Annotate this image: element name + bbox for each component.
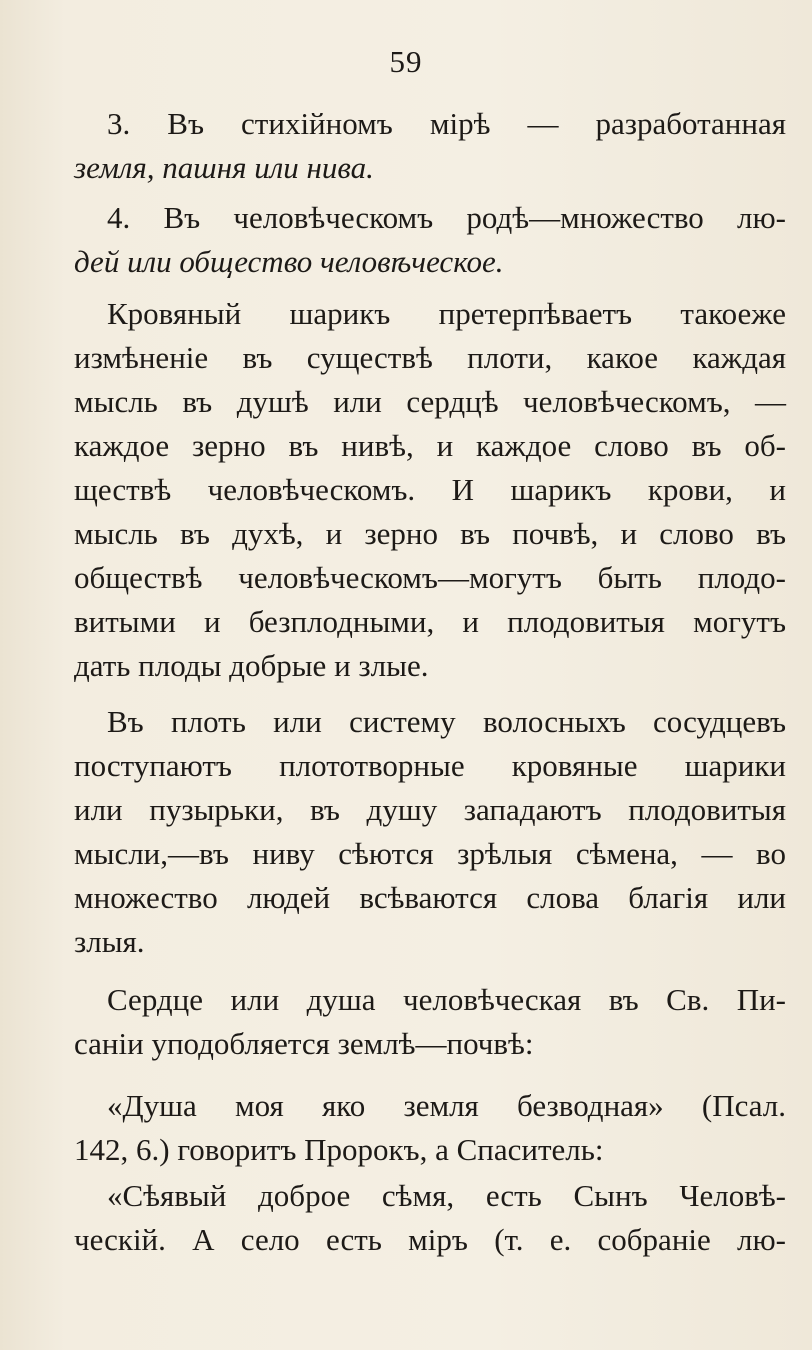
text-line: дать плоды добрые и злые. (74, 648, 429, 683)
text-line: мысли,—въ ниву сѣются зрѣлыя сѣмена, — во (74, 836, 786, 871)
text-line: 142, 6.) говоритъ Пророкъ, а Спаситель: (74, 1132, 604, 1167)
text-line: мысль въ душѣ или сердцѣ человѣческомъ, — (74, 384, 786, 419)
text-line: Кровяный шарикъ претерпѣваетъ такоеже (107, 296, 786, 331)
text-line: «Душа моя яко земля безводная» (Псал. (107, 1088, 786, 1123)
text-line: поступаютъ плототворные кровяные шарики (74, 748, 786, 783)
text-line: злыя. (74, 924, 145, 959)
text-line: саніи уподобляется землѣ—почвѣ: (74, 1026, 534, 1061)
text-line: 4. Въ человѣческомъ родѣ—множество лю- (107, 200, 786, 235)
text-line: или пузырьки, въ душу западаютъ плодовитыя (74, 792, 786, 827)
text-line: ческій. А село есть міръ (т. е. собраніе лю- (74, 1222, 786, 1257)
text-line: Сердце или душа человѣческая въ Св. Пи- (107, 982, 786, 1017)
text-line: множество людей всѣваются слова благія или (74, 880, 786, 915)
text-line: ществѣ человѣческомъ. И шарикъ крови, и (74, 472, 786, 507)
text-line: дей или общество человѣческое. (74, 244, 504, 279)
text-line: измѣненіе въ существѣ плоти, какое каждая (74, 340, 786, 375)
text-line: мысль въ духѣ, и зерно въ почвѣ, и слово въ (74, 516, 786, 551)
text-line: каждое зерно въ нивѣ, и каждое слово въ об- (74, 428, 786, 463)
text-line: Въ плоть или систему волосныхъ сосудцевъ (107, 704, 786, 739)
text-line: витыми и безплодными, и плодовитыя могутъ (74, 604, 786, 639)
text-line: земля, пашня или нива. (74, 150, 374, 185)
text-line: «Сѣявый доброе сѣмя, есть Сынъ Человѣ- (107, 1178, 786, 1213)
text-line: обществѣ человѣческомъ—могутъ быть плодо- (74, 560, 786, 595)
page-number: 59 (389, 44, 423, 79)
text-line: 3. Въ стихійномъ мірѣ — разработанная (107, 106, 786, 141)
